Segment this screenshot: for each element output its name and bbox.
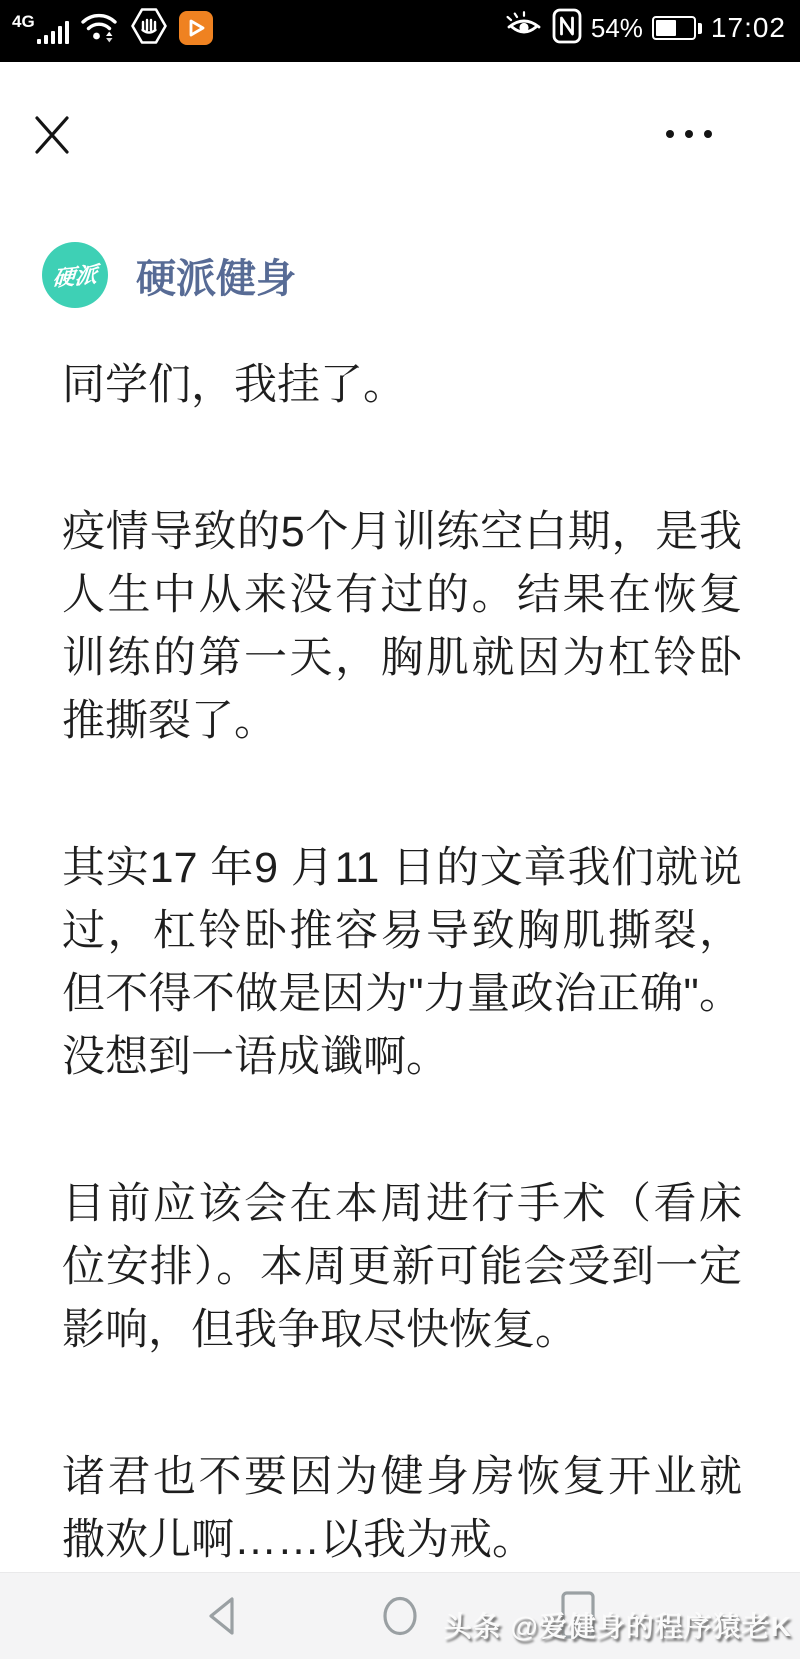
home-circle-icon xyxy=(380,1592,420,1640)
avatar-label: 硬派 xyxy=(51,261,99,291)
article-body xyxy=(0,354,800,1572)
status-bar xyxy=(0,0,800,62)
avatar[interactable] xyxy=(42,242,108,308)
battery-icon xyxy=(652,16,702,40)
back-triangle-icon xyxy=(202,1592,242,1640)
article-paragraph: 目前应该会在本周进行手术（看床位安排）。本周更新可能会受到一定影响，但我争取尽快恢复。 xyxy=(62,1180,742,1354)
nfc-icon xyxy=(552,8,582,49)
signal-bars-icon xyxy=(37,18,69,44)
cellular-signal xyxy=(12,13,69,44)
watermark-label: 头条 @爱健身的程序猿老K xyxy=(443,1611,792,1642)
more-icon xyxy=(666,130,674,138)
eye-comfort-icon xyxy=(505,11,543,46)
nav-back-button[interactable] xyxy=(200,1588,244,1644)
network-type-label: 4G xyxy=(12,11,35,31)
clock-label: 17:02 xyxy=(710,12,786,43)
close-icon xyxy=(30,112,74,156)
article-paragraph: 同学们，我挂了。 xyxy=(62,361,406,409)
article-paragraph: 疫情导致的5个月训练空白期，是我人生中从来没有过的。结果在恢复训练的第一天，胸肌就因为杠铃卧推撕裂了。 xyxy=(62,508,742,745)
account-header xyxy=(42,242,800,308)
more-options-button[interactable] xyxy=(666,120,712,148)
close-button[interactable] xyxy=(30,112,74,156)
nav-home-button[interactable] xyxy=(378,1588,422,1644)
play-app-icon xyxy=(179,11,213,45)
article-toolbar xyxy=(0,62,800,172)
wifi-icon xyxy=(79,9,119,48)
hand-hexagon-icon xyxy=(129,6,169,51)
account-name-link[interactable]: 硬派健身 xyxy=(136,256,296,301)
article-paragraph: 其实17 年9 月11 日的文章我们就说过，杠铃卧推容易导致胸肌撕裂，但不得不做是因为"力量政治正确"。没想到一语成谶啊。 xyxy=(62,844,742,1081)
battery-percent-label: 54% xyxy=(590,12,643,43)
article-paragraph: 诸君也不要因为健身房恢复开业就撒欢儿啊……以我为戒。 xyxy=(62,1453,742,1564)
